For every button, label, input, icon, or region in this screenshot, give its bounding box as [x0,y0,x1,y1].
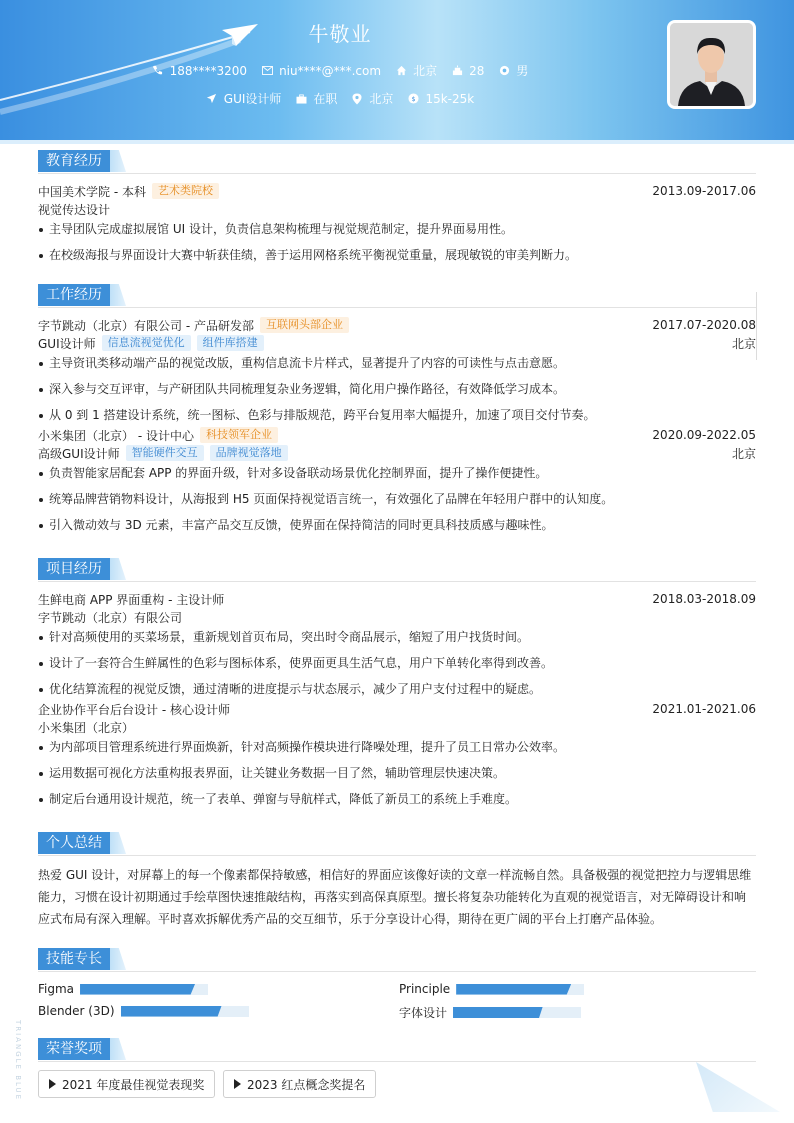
phone-icon [152,65,164,77]
age-info [451,62,484,79]
school-tag: 艺术类院校 [152,183,219,199]
status-info [295,90,337,107]
company-name: 字节跳动（北京）有限公司 - 产品研发部 [38,318,254,333]
header-divider [0,140,794,144]
project-name: 生鲜电商 APP 界面重构 - 主设计师 [38,592,225,607]
job-role: 高级GUI设计师 [38,446,120,461]
skill-bar [456,984,584,995]
list-item: 从 0 到 1 搭建设计系统，统一图标、色彩与排版规范，跨平台复用率大幅提升，加速了项目交付节奏。 [38,406,756,424]
contact-row [0,62,680,79]
watermark-text: TRIANGLE BLUE [14,1020,22,1102]
list-item: 在校级海报与界面设计大赛中斩获佳绩，善于运用网格系统平衡视觉重量，展现敏锐的审美判断力。 [38,246,756,264]
candidate-name: 牛敬业 [308,22,372,46]
list-item: 优化结算流程的视觉反馈，通过清晰的进度提示与状态展示，减少了用户支付过程中的疑虑。 [38,680,756,698]
skill-bar-fill [80,984,195,995]
briefcase-icon [295,93,307,105]
divider [756,292,757,360]
play-triangle-icon [49,1079,56,1089]
email-info [261,62,381,79]
city-text: 北京 [413,64,438,78]
summary-line: 应式布局有深入理解。平时喜欢拆解优秀产品的交互细节，乐于分享设计心得，期待在更广阔的平台上打磨产品体验。 [38,912,663,926]
award-badge [223,1070,376,1098]
skill-bar [80,984,208,995]
summary-line: 能力，习惯在设计初期通过手绘草图快速推敲结构，再落实到高保真原型。擅长将复杂功能转化为直观的视觉语言，对无障碍设计和响 [38,890,747,904]
job-intent-row [0,90,680,107]
skill-bar-fill [121,1006,222,1017]
job-role-row [38,444,756,462]
skill-bar [453,1007,581,1018]
age-text: 28 [469,63,485,78]
education-heading: 教育经历 [38,150,110,172]
gender-text: 男 [516,64,529,78]
job-role-row [38,334,756,352]
project-header-row [38,590,756,608]
summary-line: 热爱 GUI 设计，对屏幕上的每一个像素都保持敏感，相信好的界面应该像好读的文章一样流畅自然。具备极强的视觉把控力与逻辑思维 [38,868,752,882]
section-title [38,284,756,308]
role-tag: 品牌视觉落地 [210,445,288,461]
city-info [395,62,437,79]
projects-section [38,558,756,808]
job-location: 北京 [731,446,756,461]
summary-section [38,832,756,930]
company-name: 小米集团（北京） - 设计中心 [38,428,194,443]
phone-info [152,62,247,79]
send-icon [206,93,218,105]
school-name: 中国美术学院 - 本科 [38,184,146,199]
home-icon [395,65,407,77]
job-role: GUI设计师 [38,336,96,351]
honors-heading: 荣誉奖项 [38,1038,110,1060]
job-text: GUI设计师 [223,92,282,106]
skill-item [399,982,584,996]
skills-heading: 技能专长 [38,948,110,970]
skill-item [38,982,208,996]
avatar [667,20,756,109]
education-date: 2013.09-2017.06 [652,184,756,198]
job-date: 2020.09-2022.05 [652,428,756,442]
work-heading: 工作经历 [38,284,110,306]
company-tag: 互联网头部企业 [260,317,349,333]
job-location: 北京 [731,336,756,351]
skill-bar-fill [453,1007,543,1018]
section-title [38,150,756,174]
award-badge [38,1070,215,1098]
education-row [38,182,756,200]
skill-name: Principle [399,982,451,996]
corner-decoration [696,1062,780,1112]
list-item: 设计了一套符合生鲜属性的色彩与图标体系，使界面更具生活气息，用户下单转化率得到改善。 [38,654,756,672]
role-tag: 智能硬件交互 [126,445,204,461]
phone-text: 188****3200 [169,63,248,78]
list-item: 负责智能家居配套 APP 的界面升级，针对多设备联动场景优化控制界面，提升了操作便捷性。 [38,464,756,482]
skill-name: Blender (3D) [38,1004,115,1018]
list-item: 制定后台通用设计规范，统一了表单、弹窗与导航样式，降低了新员工的系统上手难度。 [38,790,756,808]
email-text: niu****@***.com [279,63,382,78]
project-org-row [38,718,756,736]
list-item: 统筹品牌营销物料设计，从海报到 H5 页面保持视觉语言统一，有效强化了品牌在年轻用户群中的认知度。 [38,490,756,508]
honors-section [38,1038,756,1062]
list-item: 针对高频使用的买菜场景，重新规划首页布局，突出时令商品展示，缩短了用户找货时间。 [38,628,756,646]
svg-text:$: $ [411,94,416,103]
project-org: 字节跳动（北京）有限公司 [38,610,183,625]
award-text: 2023 红点概念奖提名 [247,1077,366,1092]
job-info [206,90,282,107]
target-city-text: 北京 [369,92,394,106]
section-title [38,832,756,856]
skill-bar [121,1006,249,1017]
list-item: 引入微动效与 3D 元素，丰富产品交互反馈，使界面在保持简洁的同时更具科技质感与趣味性。 [38,516,756,534]
project-header-row [38,700,756,718]
list-item: 主导团队完成虚拟展馆 UI 设计，负责信息架构梳理与视觉规范制定，提升界面易用性。 [38,220,756,238]
skill-name: 字体设计 [399,1006,448,1020]
location-pin-icon [351,93,363,105]
work-section [38,284,756,534]
salary-info [407,90,474,107]
list-item: 深入参与交互评审，与产研团队共同梳理复杂业务逻辑，简化用户操作路径，有效降低学习成本。 [38,380,756,398]
skills-section [38,948,756,972]
company-tag: 科技领军企业 [200,427,278,443]
role-tag: 组件库搭建 [197,335,264,351]
coin-icon [407,93,419,105]
projects-heading: 项目经历 [38,558,110,580]
job-header-row [38,426,756,444]
project-name: 企业协作平台后台设计 - 核心设计师 [38,702,230,717]
job-date: 2017.07-2020.08 [652,318,756,332]
education-section [38,150,756,264]
target-city-info [351,90,393,107]
status-text: 在职 [313,92,338,106]
skill-name: Figma [38,982,75,996]
project-date: 2018.03-2018.09 [652,592,756,606]
cake-icon [451,65,463,77]
project-date: 2021.01-2021.06 [652,702,756,716]
role-tag: 信息流视觉优化 [102,335,191,351]
job-header-row [38,316,756,334]
award-text: 2021 年度最佳视觉表现奖 [62,1077,205,1092]
summary-heading: 个人总结 [38,832,110,854]
gender-info [498,62,528,79]
list-item: 主导资讯类移动端产品的视觉改版，重构信息流卡片样式，显著提升了内容的可读性与点击意愿。 [38,354,756,372]
project-org-row [38,608,756,626]
section-title [38,558,756,582]
section-title [38,1038,756,1062]
major-name: 视觉传达设计 [38,202,111,217]
skill-bar-fill [456,984,571,995]
list-item: 为内部项目管理系统进行界面焕新，针对高频操作模块进行降噪处理，提升了员工日常办公效率。 [38,738,756,756]
list-item: 运用数据可视化方法重构报表界面，让关键业务数据一目了然，辅助管理层快速决策。 [38,764,756,782]
play-triangle-icon [234,1079,241,1089]
mail-icon [261,65,273,77]
gender-icon [498,65,510,77]
project-org: 小米集团（北京） [38,720,135,735]
salary-text: 15k-25k [425,91,475,106]
major-row [38,200,756,218]
skill-item [399,1004,581,1021]
section-title [38,948,756,972]
skill-item [38,1004,249,1018]
